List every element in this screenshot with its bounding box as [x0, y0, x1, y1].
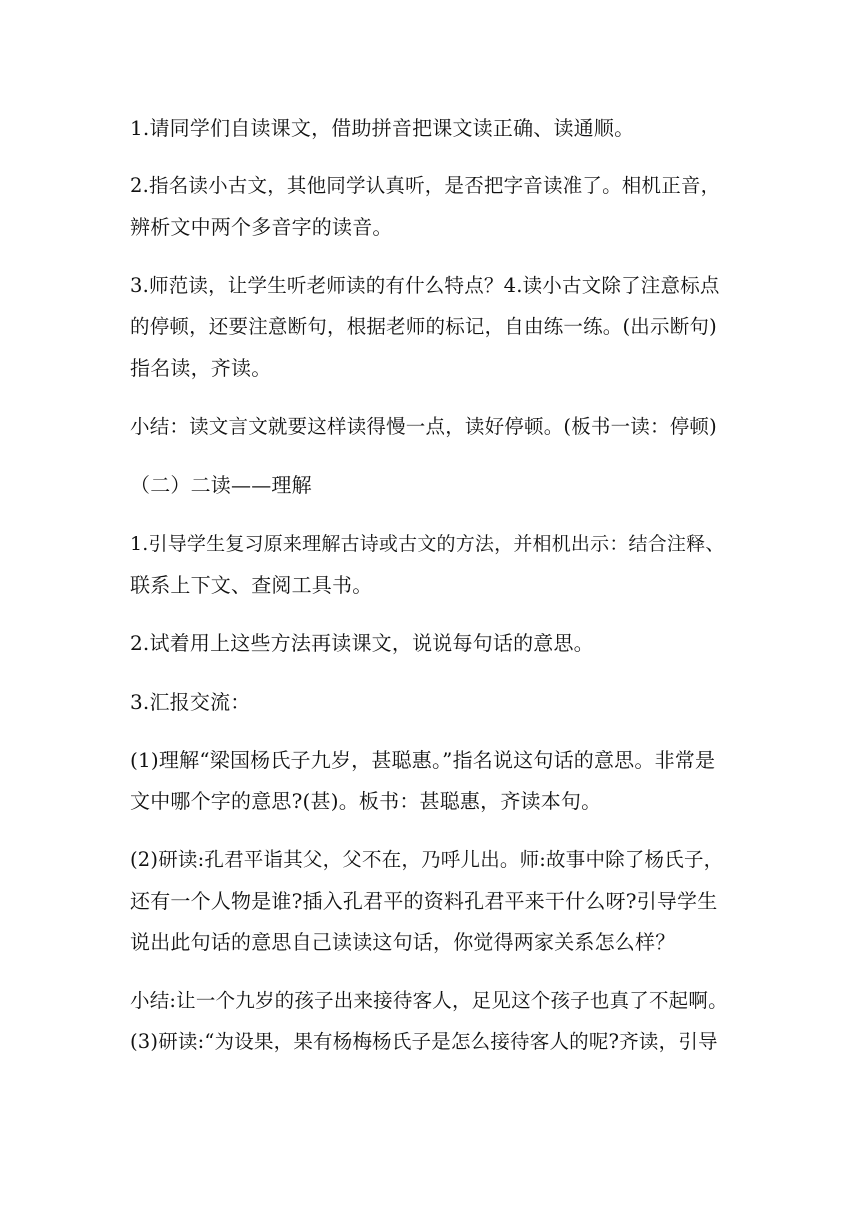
text-line: 小结：读文言文就要这样读得慢一点，读好停顿。(板书一读：停顿) — [130, 415, 717, 438]
text-line: 2.试着用上这些方法再读课文，说说每句话的意思。 — [130, 631, 594, 655]
text-line: 联系上下文、查阅工具书。 — [130, 573, 373, 597]
text-line: (3)研读:“为设果，果有杨梅杨氏子是怎么接待客人的呢?齐读，引导 — [130, 1030, 718, 1053]
text-line: 指名读，齐读。 — [130, 356, 272, 380]
text-line: 文中哪个字的意思?(甚)。板书：甚聪惠，齐读本句。 — [130, 789, 602, 813]
text-line: 的停顿，还要注意断句，根据老师的标记，自由练一练。(出示断句) — [130, 315, 717, 338]
text-line: (2)研读:孔君平诣其父，父不在，乃呼儿出。师:故事中除了杨氏子， — [130, 848, 724, 871]
text-line: 1.引导学生复习原来理解古诗或古文的方法，并相机出示：结合注释、 — [130, 533, 725, 555]
section-heading: （二）二读——理解 — [130, 473, 312, 497]
text-line: 还有一个人物是谁?插入孔君平的资料孔君平来干什么呀?引导学生 — [130, 889, 718, 913]
text-line: 小结:让一个九岁的孩子出来接待客人，足见这个孩子也真了不起啊。 — [130, 989, 728, 1012]
text-line: 2.指名读小古文，其他同学认真听，是否把字音读准了。相机正音， — [130, 174, 721, 197]
text-line: 3.师范读，让学生听老师读的有什么特点？4.读小古文除了注意标点 — [130, 274, 720, 297]
text-line: 1.请同学们自读课文，借助拼音把课文读正确、读通顺。 — [130, 116, 635, 140]
text-line: 说出此句话的意思自己读读这句话，你觉得两家关系怎么样？ — [130, 930, 676, 954]
text-line: (1)理解“梁国杨氏子九岁，甚聪惠。”指名说这句话的意思。非常是 — [130, 748, 716, 772]
text-line: 辨析文中两个多音字的读音。 — [130, 215, 393, 239]
text-line: 3.汇报交流： — [130, 690, 251, 714]
